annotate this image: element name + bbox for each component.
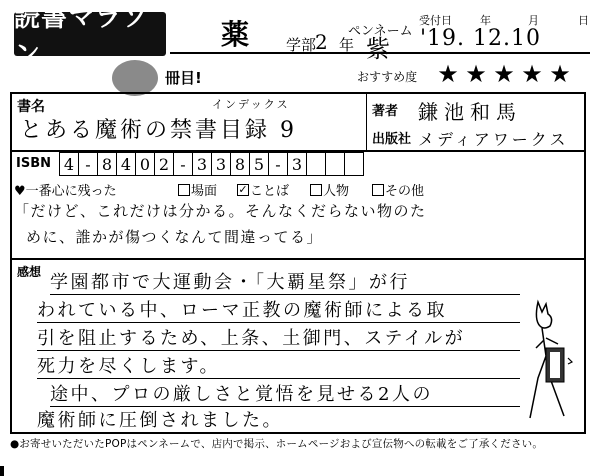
book-title: とある魔術の禁書目録 9	[20, 118, 297, 143]
comment-line: 途中、プロの厳しさと覚悟を見せる2人の	[50, 380, 520, 407]
author-label: 著者	[372, 104, 399, 119]
star-icon: ★	[437, 60, 459, 88]
isbn-cell: 2	[154, 152, 174, 176]
isbn-cell: 8	[97, 152, 117, 176]
checkbox	[372, 184, 384, 196]
comment-label: 感想	[17, 265, 42, 279]
quote-line: めに、誰かが傷つくなんて間違ってる」	[26, 228, 324, 246]
isbn-cell: -	[173, 152, 193, 176]
isbn-cell: 0	[135, 152, 155, 176]
option-person	[310, 180, 349, 199]
publisher-label: 出版社	[372, 132, 412, 147]
corner-mark	[0, 466, 4, 476]
fox-mascot-illustration	[524, 298, 580, 426]
isbn-cell: -	[78, 152, 98, 176]
book-title-ruby: インデックス	[212, 98, 290, 111]
book-count-badge	[112, 60, 158, 96]
option-label: 人物	[323, 184, 350, 199]
recommendation-label: おすすめ度	[357, 70, 418, 84]
penname-label: ペンネーム	[348, 24, 413, 39]
year-handwritten: 2	[315, 30, 328, 54]
publisher-name: メディアワークス	[418, 130, 569, 149]
divider	[366, 93, 367, 150]
isbn-cell: 4	[59, 152, 79, 176]
received-date-value: '19. 12.10	[420, 26, 542, 51]
comment-line: われている中、ローマ正教の魔術師による取	[37, 296, 520, 323]
author-name: 鎌池和馬	[418, 100, 522, 124]
year-label: 年	[339, 36, 355, 54]
footer-note: ●お寄せいただいたPOPはペンネームで、店内で掲示、ホームページおよび宣伝物への転載をご了承ください。	[10, 438, 544, 450]
isbn-cell: 8	[230, 152, 250, 176]
faculty-label: 学部	[286, 36, 317, 54]
isbn-boxes	[60, 152, 364, 176]
checkbox	[310, 184, 322, 196]
received-month-label: 月	[528, 14, 539, 27]
penname-handwritten: 紫	[366, 35, 390, 63]
received-day-label: 日	[578, 14, 589, 27]
comment-line: 引を阻止するため、上条、土御門、ステイルが	[37, 324, 520, 351]
isbn-cell: 3	[287, 152, 307, 176]
checkbox	[178, 184, 190, 196]
faculty-handwritten: 薬	[221, 18, 250, 51]
isbn-label: ISBN	[16, 156, 51, 171]
star-icon: ★	[465, 60, 487, 88]
reading-marathon-title: 読書マラソン	[14, 12, 166, 56]
isbn-cell	[306, 152, 326, 176]
option-words	[237, 180, 289, 199]
star-icon: ★	[549, 60, 571, 88]
comment-line: 学園都市で大運動会・「大覇星祭」が行	[50, 268, 520, 295]
isbn-cell	[344, 152, 364, 176]
option-other	[372, 180, 424, 199]
received-date-label: 受付日	[419, 14, 452, 27]
recommendation-stars	[435, 62, 573, 86]
most-memorable-label: ♥一番心に残った	[14, 184, 117, 199]
isbn-cell	[325, 152, 345, 176]
star-icon: ★	[521, 60, 543, 88]
isbn-cell: -	[268, 152, 288, 176]
book-count-label: 冊目!	[165, 69, 202, 87]
quote-line: 「だけど、これだけは分かる。そんなくだらない物のた	[14, 202, 427, 220]
option-label: 場面	[191, 184, 218, 199]
received-year-label: 年	[480, 14, 491, 27]
comment-line: 魔術師に圧倒されました。	[37, 406, 520, 433]
comment-line: 死力を尽くします。	[37, 352, 520, 379]
option-label: その他	[385, 184, 425, 199]
star-icon: ★	[493, 60, 515, 88]
isbn-cell: 5	[249, 152, 269, 176]
divider	[10, 258, 586, 260]
option-scene	[178, 180, 217, 199]
check-mark-icon: ✓	[238, 182, 248, 196]
isbn-cell: 4	[116, 152, 136, 176]
option-label: ことば	[250, 184, 290, 199]
isbn-cell: 3	[192, 152, 212, 176]
book-title-label: 書名	[17, 99, 45, 115]
checkbox	[237, 184, 249, 196]
isbn-cell: 3	[211, 152, 231, 176]
